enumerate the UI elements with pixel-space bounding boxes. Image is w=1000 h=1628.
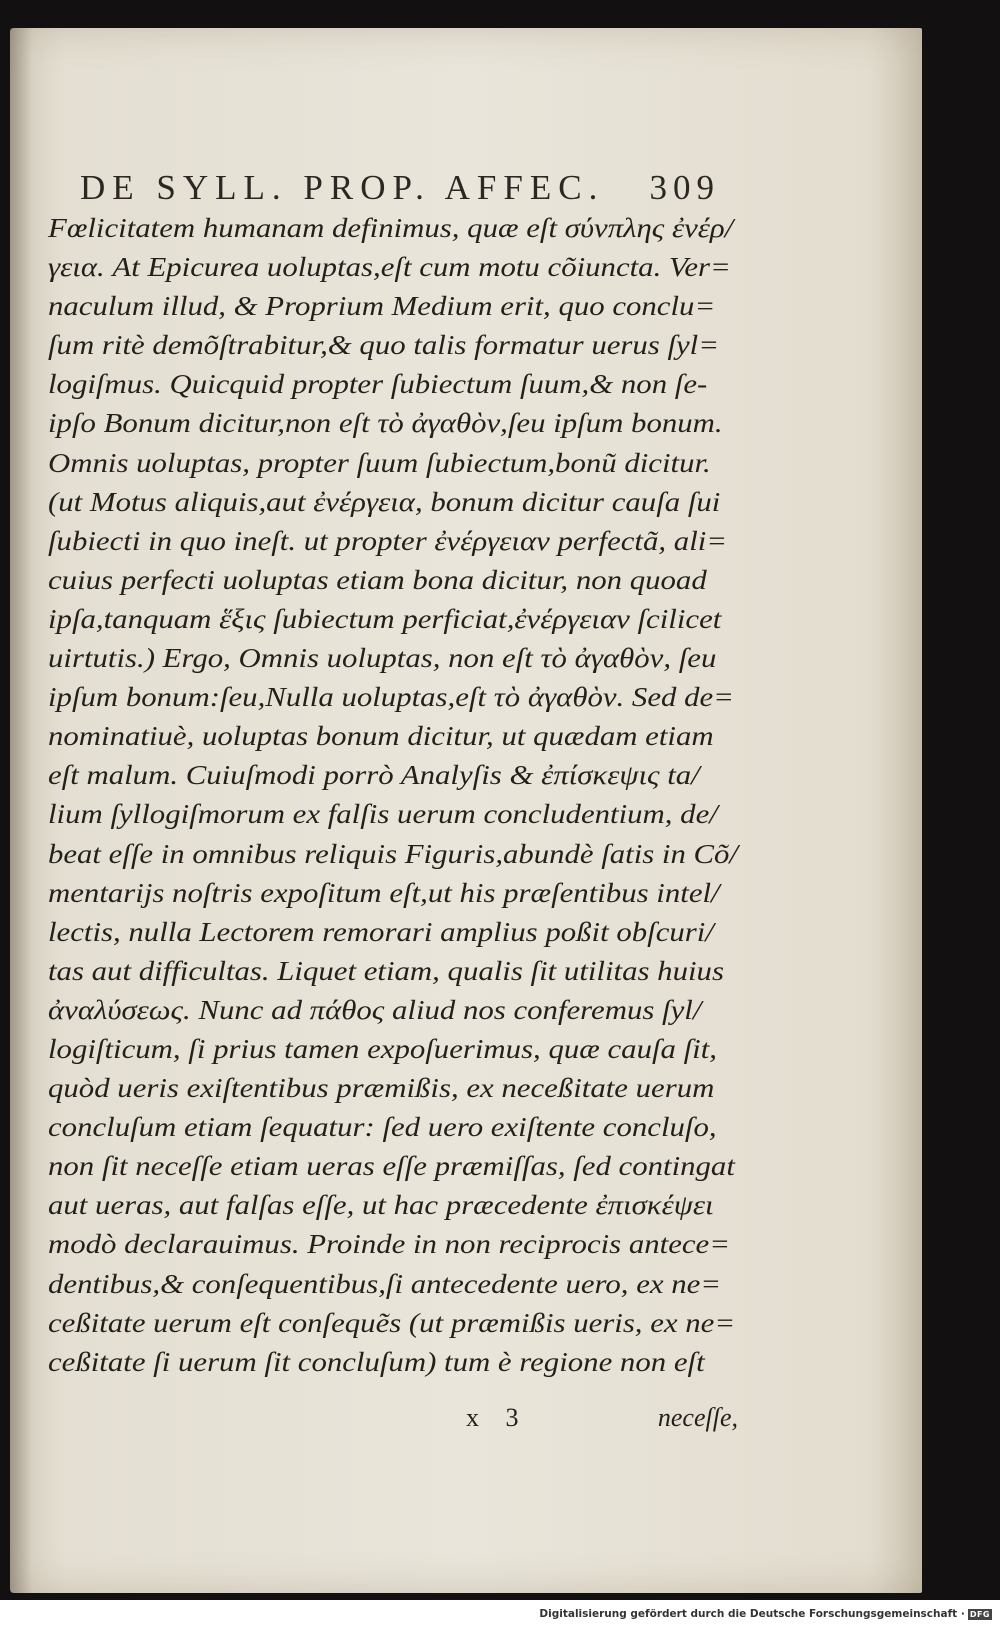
- text-line: nominatiuè, uoluptas bonum dicitur, ut quædam etiam: [48, 720, 714, 752]
- text-line: uirtutis.) Ergo, Omnis uoluptas, non eſt τὸ ἀγαθὸν, ſeu: [48, 642, 717, 674]
- text-line: tas aut difficultas. Liquet etiam, qualis ſit utilitas huius: [48, 954, 724, 986]
- text-line: ſubiecti in quo ineſt. ut propter ἐνέργειαν perfectã, ali=: [48, 524, 728, 556]
- book-page: [10, 28, 922, 1593]
- text-line: ipſa,tanquam ἕξις ſubiectum perficiat,ἐνέργειαν ſcilicet: [48, 602, 722, 634]
- running-title: DE SYLL. PROP. AFFEC.: [80, 168, 605, 207]
- text-line: ceßitate uerum eſt conſequẽs (ut præmißis ueris, ex ne=: [48, 1306, 736, 1338]
- catchline: [48, 1403, 738, 1443]
- text-line: beat eſſe in omnibus reliquis Figuris,abundè ſatis in Cõ/: [48, 837, 738, 869]
- text-line: non ſit neceſſe etiam ueras eſſe præmiſſas, ſed contingat: [48, 1150, 735, 1182]
- text-line: mentarijs noſtris expoſitum eſt,ut his præſentibus intel/: [48, 876, 720, 908]
- text-line: dentibus,& conſequentibus,ſi antecedente uero, ex ne=: [48, 1267, 722, 1299]
- text-line: ipſo Bonum dicitur,non eſt τὸ ἀγαθὸν,ſeu ipſum bonum.: [48, 407, 723, 439]
- text-line: lium ſyllogiſmorum ex falſis uerum concludentium, de/: [48, 798, 718, 830]
- text-line: ἀναλύσεως. Nunc ad πάθος aliud nos conferemus ſyl/: [48, 993, 702, 1025]
- text-line: Fœlicitatem humanam definimus, quæ eſt σύνπλης ἐνέρ/: [48, 212, 734, 243]
- text-line: Omnis uoluptas, propter ſuum ſubiectum,bonũ dicitur.: [48, 446, 711, 478]
- text-line: ipſum bonum:ſeu,Nulla uoluptas,eſt τὸ ἀγαθὸν. Sed de=: [48, 681, 734, 713]
- catchword: neceſſe,: [657, 1403, 738, 1432]
- text-line: modò declarauimus. Proinde in non reciprocis antece=: [48, 1228, 731, 1260]
- footer-text: Digitalisierung gefördert durch die Deutsche Forschungsgemeinschaft ·: [539, 1608, 965, 1620]
- dfg-logo: DFG: [969, 1609, 990, 1619]
- text-line: (ut Motus aliquis,aut ἐνέργεια, bonum dicitur cauſa ſui: [48, 485, 721, 517]
- text-line: logiſmus. Quicquid propter ſubiectum ſuum,& non ſe-: [48, 368, 708, 400]
- digitization-footer: [0, 1600, 1000, 1628]
- page-number: 309: [649, 168, 720, 207]
- signature-mark: x 3: [466, 1403, 529, 1432]
- text-line: lectis, nulla Lectorem remorari amplius poßit obſcuri/: [48, 915, 714, 947]
- gutter-shadow: [10, 28, 32, 1593]
- text-line: concluſum etiam ſequatur: ſed uero exiſtente concluſo,: [48, 1111, 717, 1143]
- text-line: naculum illud, & Proprium Medium erit, quo conclu=: [48, 290, 716, 322]
- text-line: ſum ritè demõſtrabitur,& quo talis formatur uerus ſyl=: [48, 329, 720, 361]
- body-text: [48, 208, 738, 1381]
- text-line: γεια. At Epicurea uoluptas,eſt cum motu cõiuncta. Ver=: [48, 251, 731, 283]
- text-line: quòd ueris exiſtentibus præmißis, ex neceßitate uerum: [48, 1072, 715, 1104]
- text-line: logiſticum, ſi prius tamen expoſuerimus, quæ cauſa ſit,: [48, 1032, 718, 1064]
- text-line: eſt malum. Cuiuſmodi porrò Analyſis & ἐπίσκεψις ta/: [48, 759, 700, 791]
- text-line: aut ueras, aut falſas eſſe, ut hac præcedente ἐπισκέψει: [48, 1189, 714, 1221]
- running-head: [80, 168, 720, 208]
- text-line: cuius perfecti uoluptas etiam bona dicitur, non quoad: [48, 563, 707, 595]
- text-line: ceßitate ſi uerum ſit concluſum) tum è regione non eſt: [48, 1345, 705, 1377]
